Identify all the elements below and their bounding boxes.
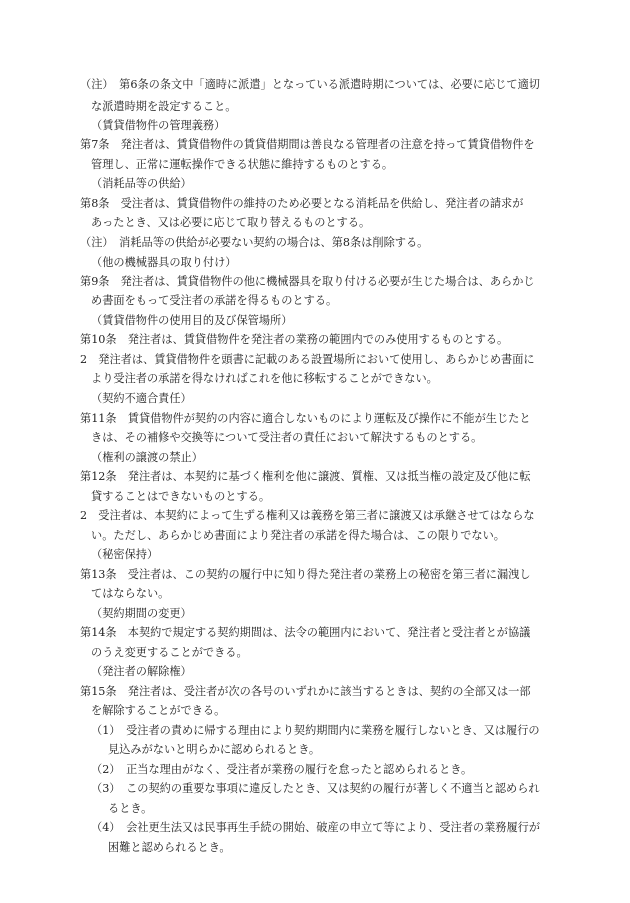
list-item: るとき。 bbox=[108, 802, 153, 815]
section-heading: （消耗品等の供給） bbox=[91, 177, 192, 190]
article-line: あったとき、又は必要に応じて取り替えるものとする。 bbox=[91, 216, 371, 229]
article-line: てはならない。 bbox=[91, 587, 170, 600]
article-line: より受注者の承諾を得なければこれを他に移転することができない。 bbox=[91, 372, 438, 385]
note-line: （注） 消耗品等の供給が必要ない契約の場合は、第8条は削除する。 bbox=[80, 236, 429, 249]
article-line: 第15条 発注者は、受注者が次の各号のいずれかに該当するときは、契約の全部又は一部 bbox=[80, 685, 531, 698]
list-item: （3） この契約の重要な事項に違反したとき、又は契約の履行が著しく不適当と認められ bbox=[91, 782, 540, 795]
section-heading: （他の機械器具の取り付け） bbox=[91, 256, 237, 269]
section-heading: （賃貸借物件の管理義務） bbox=[91, 119, 226, 132]
article-line: 2 受注者は、本契約によって生ずる権利又は義務を第三者に譲渡又は承継させてはならな bbox=[80, 509, 535, 522]
list-item: 困難と認められるとき。 bbox=[108, 841, 231, 854]
article-line: のうえ変更することができる。 bbox=[91, 646, 248, 659]
section-heading: （契約不適合責任） bbox=[91, 392, 192, 405]
article-line: め書面をもって受注者の承諾を得るものとする。 bbox=[91, 294, 338, 307]
article-line: 第9条 発注者は、賃貸借物件の他に機械器具を取り付ける必要が生じた場合は、あらかじ bbox=[80, 275, 535, 288]
article-line: 貸することはできないものとする。 bbox=[91, 490, 271, 503]
article-line: 第7条 発注者は、賃貸借物件の賃貸借期間は善良なる管理者の注意を持って賃貸借物件を bbox=[80, 138, 535, 151]
list-item: 見込みがないと明らかに認められるとき。 bbox=[108, 743, 321, 756]
article-line: い。ただし、あらかじめ書面により発注者の承諾を得た場合は、この限りでない。 bbox=[91, 529, 505, 542]
section-heading: （契約期間の変更） bbox=[91, 607, 192, 620]
note-line: な派遣時期を設定すること。 bbox=[91, 100, 237, 113]
article-line: 第13条 受注者は、この契約の履行中に知り得た発注者の業務上の秘密を第三者に漏洩し bbox=[80, 568, 531, 581]
note-line: （注） 第6条の条文中「適時に派遣」となっている派遣時期については、必要に応じて適切 bbox=[80, 78, 540, 91]
article-line: 第14条 本契約で規定する契約期間は、法令の範囲内において、発注者と受注者とが協議 bbox=[80, 626, 531, 639]
article-line: 2 発注者は、賃貸借物件を頭書に記載のある設置場所において使用し、あらかじめ書面に bbox=[80, 353, 535, 366]
section-heading: （秘密保持） bbox=[91, 548, 159, 561]
section-heading: （権利の譲渡の禁止） bbox=[91, 451, 203, 464]
section-heading: （発注者の解除権） bbox=[91, 665, 192, 678]
list-item: （1） 受注者の責めに帰する理由により契約期間内に業務を履行しないとき、又は履行の bbox=[91, 724, 540, 737]
article-line: 第8条 受注者は、賃貸借物件の維持のため必要となる消耗品を供給し、発注者の請求が bbox=[80, 197, 524, 210]
list-item: （4） 会社更生法又は民事再生手続の開始、破産の申立て等により、受注者の業務履行が bbox=[91, 821, 541, 834]
section-heading: （賃貸借物件の使用目的及び保管場所） bbox=[91, 314, 293, 327]
article-line: 第11条 賃貸借物件が契約の内容に適合しないものにより運転及び操作に不能が生じたと bbox=[80, 412, 531, 425]
article-line: 管理し、正常に運転操作できる状態に維持するものとする。 bbox=[91, 158, 394, 171]
article-line: きは、その補修や交換等について受注者の責任において解決するものとする。 bbox=[91, 431, 483, 444]
article-line: 第10条 発注者は、賃貸借物件を発注者の業務の範囲内でのみ使用するものとする。 bbox=[80, 333, 509, 346]
list-item: （2） 正当な理由がなく、受注者が業務の履行を怠ったと認められるとき。 bbox=[91, 763, 473, 776]
article-line: を解除することができる。 bbox=[91, 704, 226, 717]
article-line: 第12条 発注者は、本契約に基づく権利を他に譲渡、質権、又は抵当権の設定及び他に転 bbox=[80, 470, 531, 483]
